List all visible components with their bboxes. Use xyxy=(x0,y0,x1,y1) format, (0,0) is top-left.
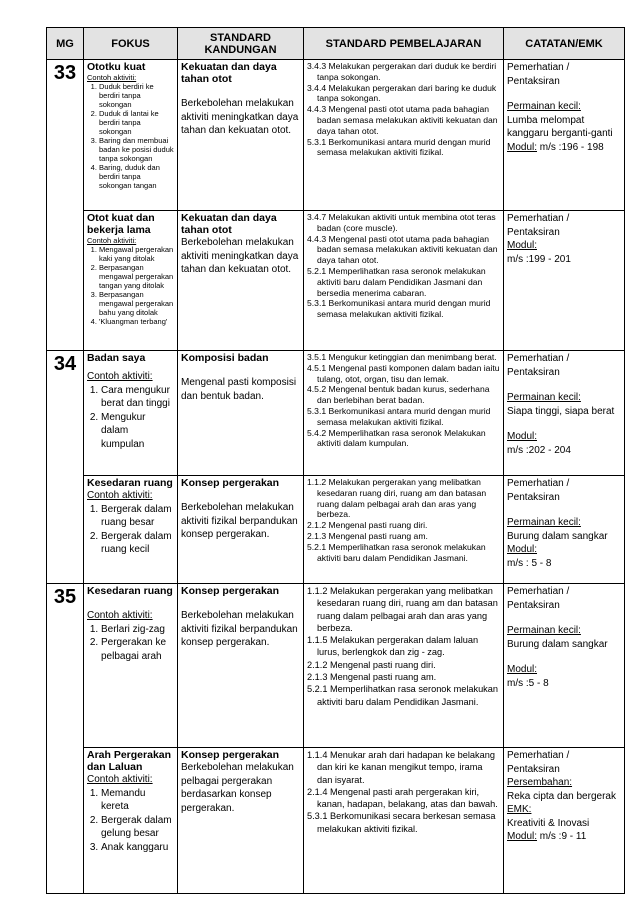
sk-description: Berkebolehan melakukan aktiviti meningkatkan daya tahan dan kekuatan otot. xyxy=(181,98,299,136)
activity-item: 1. Memandu kereta xyxy=(101,787,174,814)
sk-cell xyxy=(178,584,304,748)
activity-item: 1. Berlari zig-zag xyxy=(101,623,174,637)
catatan-permainan: Siapa tinggi, siapa berat xyxy=(507,405,615,417)
sp-item: 2.1.3 Mengenal pasti ruang am. xyxy=(307,672,437,683)
lesson-plan-table xyxy=(46,27,625,894)
sk-description: Berkebolehan melakukan pelbagai pergerakan berdasarkan konsep pergerakan. xyxy=(181,762,294,814)
catatan-cell xyxy=(504,351,625,476)
catatan-permainan: Burung dalam sangkar xyxy=(507,530,608,542)
catatan-permainan: Burung dalam sangkar xyxy=(507,638,608,650)
catatan-permainan-label: Permainan kecil: xyxy=(507,517,581,528)
week-number: 33 xyxy=(53,62,77,84)
modul-label: Modul: xyxy=(507,141,538,153)
sk-cell xyxy=(178,476,304,584)
sk-cell xyxy=(178,60,304,211)
fokus-title: Kesedaran ruang xyxy=(87,585,173,597)
header-standard-kandungan: STANDARD KANDUNGAN xyxy=(178,28,304,60)
sp-item: 2.1.2 Mengenal pasti ruang diri. xyxy=(307,520,428,531)
fokus-cell xyxy=(84,584,178,748)
sk-title: Konsep pergerakan xyxy=(181,477,280,489)
activity-list xyxy=(87,787,174,855)
fokus-cell xyxy=(84,748,178,894)
sp-item: 4.4.3 Mengenal pasti otot utama pada bahagian badan semasa melakukan aktiviti kekuatan dan daya tahan otot. xyxy=(307,233,498,266)
sp-item: 3.4.3 Melakukan pergerakan dari duduk ke berdiri tanpa sokongan. xyxy=(307,61,497,82)
modul-pages: m/s :199 - 201 xyxy=(507,253,571,265)
fokus-title: Badan saya xyxy=(87,352,146,364)
catatan-pentaksiran: Pemerhatian / Pentaksiran xyxy=(507,750,570,775)
sk-title: Kekuatan dan daya tahan otot xyxy=(181,212,277,236)
activity-item: 4. 'Kluangman terbang' xyxy=(99,317,174,326)
sp-cell xyxy=(304,60,504,211)
sk-description: Mengenal pasti komposisi dan bentuk badan. xyxy=(181,377,297,402)
modul-label: Modul: xyxy=(507,431,538,442)
header-catatan: CATATAN/EMK xyxy=(504,28,625,60)
activity-list xyxy=(87,82,174,190)
sk-title: Komposisi badan xyxy=(181,352,269,364)
sk-cell xyxy=(178,748,304,894)
sk-cell xyxy=(178,351,304,476)
modul-label: Modul: xyxy=(507,664,538,675)
catatan-pentaksiran: Pemerhatian / Pentaksiran xyxy=(507,62,570,87)
sp-item: 5.2.1 Memperlihatkan rasa seronok melakukan aktiviti baru dalam Pendidikan Jasmani dan bersedia menerima cabaran. xyxy=(307,265,486,298)
activity-item: 1. Duduk berdiri ke berdiri tanpa sokongan xyxy=(99,82,174,109)
contoh-label: Contoh aktiviti: xyxy=(87,774,153,785)
activity-list xyxy=(87,245,174,326)
fokus-cell xyxy=(84,351,178,476)
modul-label: Modul: xyxy=(507,240,538,251)
contoh-label: Contoh aktiviti: xyxy=(87,371,153,382)
header-row xyxy=(47,28,625,60)
header-fokus: FOKUS xyxy=(84,28,178,60)
sp-item: 1.1.5 Melakukan pergerakan dalam laluan lurus, berlengkok dan zig - zag. xyxy=(307,635,479,658)
fokus-cell xyxy=(84,476,178,584)
table-row xyxy=(47,748,625,894)
sp-item: 3.4.4 Melakukan pergerakan dari baring ke duduk tanpa sokongan. xyxy=(307,82,497,104)
catatan-pentaksiran: Pemerhatian / Pentaksiran xyxy=(507,213,570,238)
modul-pages: m/s :5 - 8 xyxy=(507,677,549,689)
fokus-title: Arah Pergerakan dan Laluan xyxy=(87,749,172,773)
contoh-label: Contoh aktiviti: xyxy=(87,610,153,621)
sp-item: 5.3.1 Berkomunikasi antara murid dengan murid semasa melakukan aktiviti fizikal. xyxy=(307,298,491,320)
sp-cell xyxy=(304,211,504,351)
table-row xyxy=(47,351,625,476)
activity-item: 1. Bergerak dalam ruang besar xyxy=(101,503,174,530)
sp-item: 2.1.2 Mengenal pasti ruang diri. xyxy=(307,659,436,670)
catatan-cell xyxy=(504,476,625,584)
contoh-label: Contoh aktiviti: xyxy=(87,490,153,501)
week-number: 34 xyxy=(53,353,77,375)
table-row xyxy=(47,211,625,351)
modul-label: Modul: xyxy=(507,831,538,842)
catatan-cell xyxy=(504,748,625,894)
activity-list xyxy=(87,384,174,452)
activity-item: 3. Baring dan membuai badan ke posisi duduk tanpa sokongan xyxy=(99,136,174,163)
sk-title: Konsep pergerakan xyxy=(181,585,280,597)
fokus-title: Kesedaran ruang xyxy=(87,477,173,489)
sp-item: 5.2.1 Memperlihatkan rasa seronok melakukan aktiviti baru dalam Pendidikan Jasmani. xyxy=(307,541,486,563)
catatan-pentaksiran: Pemerhatian / Pentaksiran xyxy=(507,353,570,378)
catatan-cell xyxy=(504,211,625,351)
catatan-permainan-label: Permainan kecil: xyxy=(507,625,581,636)
sk-title: Kekuatan dan daya tahan otot xyxy=(181,61,277,85)
activity-list xyxy=(87,503,174,557)
week-number-cell xyxy=(47,351,84,584)
modul-pages: m/s :202 - 204 xyxy=(507,444,571,456)
activity-item: 2. Berpasangan mengawal pergerakan tangan yang ditolak xyxy=(99,263,174,290)
catatan-modul xyxy=(507,239,621,253)
modul-pages: m/s : 5 - 8 xyxy=(507,557,552,569)
activity-item: 1. Mengawal pergerakan kaki yang ditolak xyxy=(99,245,174,263)
activity-item: 2. Bergerak dalam ruang kecil xyxy=(101,530,174,557)
sk-description: Berkebolehan melakukan aktiviti fizikal berpandukan konsep pergerakan. xyxy=(181,502,298,540)
catatan-modul xyxy=(507,141,621,155)
catatan-persembahan-label: Persembahan: xyxy=(507,777,573,788)
sp-item: 3.5.1 Mengukur ketinggian dan menimbang berat. xyxy=(307,352,497,362)
activity-item: 3. Berpasangan mengawal pergerakan bahu yang ditolak xyxy=(99,290,174,317)
sp-cell xyxy=(304,476,504,584)
modul-pages: m/s :196 - 198 xyxy=(537,141,604,153)
sp-item: 4.4.3 Mengenal pasti otot utama pada bahagian badan semasa melakukan aktiviti kekuatan dan daya tahan otot. xyxy=(307,104,498,136)
sp-item: 1.1.4 Menukar arah dari hadapan ke belakang dan kiri ke kanan mengikut tempo, irama dan isyarat. xyxy=(307,750,495,785)
sp-item: 1.1.2 Melakukan pergerakan yang melibatkan kesedaran ruang diri, ruang am dan batasan ruang dalam pelbagai arah dan aras yang berbeza. xyxy=(307,586,498,633)
catatan-permainan-label: Permainan kecil: xyxy=(507,101,581,112)
catatan-modul xyxy=(507,830,621,844)
sp-item: 2.1.4 Mengenal pasti arah pergerakan kiri, kanan, hadapan, belakang, atas dan bawah. xyxy=(307,786,498,810)
sp-item: 5.3.1 Berkomunikasi secara berkesan semasa melakukan aktiviti fizikal. xyxy=(307,811,496,834)
activity-item: 2. Duduk di lantai ke berdiri tanpa sokongan xyxy=(99,109,174,136)
fokus-cell xyxy=(84,211,178,351)
activity-item: 1. Cara mengukur berat dan tinggi xyxy=(101,384,174,411)
activity-item: 2. Mengukur dalam kumpulan xyxy=(101,411,174,452)
catatan-permainan: Lumba melompat kanggaru berganti-ganti xyxy=(507,114,613,139)
modul-pages: m/s :9 - 11 xyxy=(537,831,587,842)
fokus-title: Otot kuat dan bekerja lama xyxy=(87,212,155,236)
fokus-cell xyxy=(84,60,178,211)
table-row xyxy=(47,476,625,584)
sp-item: 5.3.1 Berkomunikasi antara murid dengan murid semasa melakukan aktiviti fizikal. xyxy=(307,405,491,427)
week-number-cell xyxy=(47,60,84,351)
sp-cell xyxy=(304,351,504,476)
catatan-cell xyxy=(504,60,625,211)
activity-item: 2. Bergerak dalam gelung besar xyxy=(101,814,174,841)
catatan-pentaksiran: Pemerhatian / Pentaksiran xyxy=(507,586,570,611)
sk-title: Konsep pergerakan xyxy=(181,749,280,761)
activity-item: 4. Baring, duduk dan berdiri tanpa sokongan tangan xyxy=(99,163,174,190)
catatan-permainan-label: Permainan kecil: xyxy=(507,392,581,403)
sp-cell xyxy=(304,584,504,748)
emk-value: Kreativiti & Inovasi xyxy=(507,817,590,829)
sk-description: Berkebolehan melakukan aktiviti fizikal berpandukan konsep pergerakan. xyxy=(181,610,298,648)
contoh-label: Contoh aktiviti: xyxy=(87,73,137,82)
sp-item: 5.4.2 Memperlihatkan rasa seronok Melakukan aktiviti dalam kumpulan. xyxy=(307,427,486,449)
activity-item: 3. Anak kanggaru xyxy=(101,841,174,855)
sp-item: 2.1.3 Mengenal pasti ruang am. xyxy=(307,530,428,541)
catatan-cell xyxy=(504,584,625,748)
modul-label: Modul: xyxy=(507,544,538,555)
week-number: 35 xyxy=(53,586,77,608)
contoh-label: Contoh aktiviti: xyxy=(87,236,137,245)
table-row xyxy=(47,584,625,748)
emk-label: EMK: xyxy=(507,804,532,815)
sk-cell xyxy=(178,211,304,351)
table-row xyxy=(47,60,625,211)
sp-item: 5.3.1 Berkomunikasi antara murid dengan murid semasa melakukan aktiviti fizikal. xyxy=(307,136,491,158)
activity-item: 2. Pergerakan ke pelbagai arah xyxy=(101,636,174,663)
header-mg: MG xyxy=(47,28,84,60)
sp-item: 4.5.1 Mengenal pasti komponen dalam badan iaitu tulang, otot, organ, tisu dan lemak. xyxy=(307,362,500,384)
sp-item: 1.1.2 Melakukan pergerakan yang melibatkan kesedaran ruang diri, ruang am dan batasan ruang dalam pelbagai arah dan aras yang berbeza. xyxy=(307,477,487,520)
header-standard-pembelajaran: STANDARD PEMBELAJARAN xyxy=(304,28,504,60)
sp-item: 5.2.1 Memperlihatkan rasa seronok melakukan aktiviti baru dalam Pendidikan Jasmani. xyxy=(307,684,498,707)
fokus-title: Ototku kuat xyxy=(87,61,146,73)
activity-list xyxy=(87,623,174,664)
catatan-pentaksiran: Pemerhatian / Pentaksiran xyxy=(507,478,570,503)
sp-cell xyxy=(304,748,504,894)
sp-item: 4.5.2 Mengenal bentuk badan kurus, sederhana dan berlebihan berat badan. xyxy=(307,384,490,406)
week-number-cell xyxy=(47,584,84,894)
catatan-persembahan: Reka cipta dan bergerak xyxy=(507,790,616,802)
sp-item: 3.4.7 Melakukan aktiviti untuk membina otot teras badan (core muscle). xyxy=(307,212,496,233)
sk-description: Berkebolehan melakukan aktiviti meningkatkan daya tahan dan kekuatan otot. xyxy=(181,237,299,275)
